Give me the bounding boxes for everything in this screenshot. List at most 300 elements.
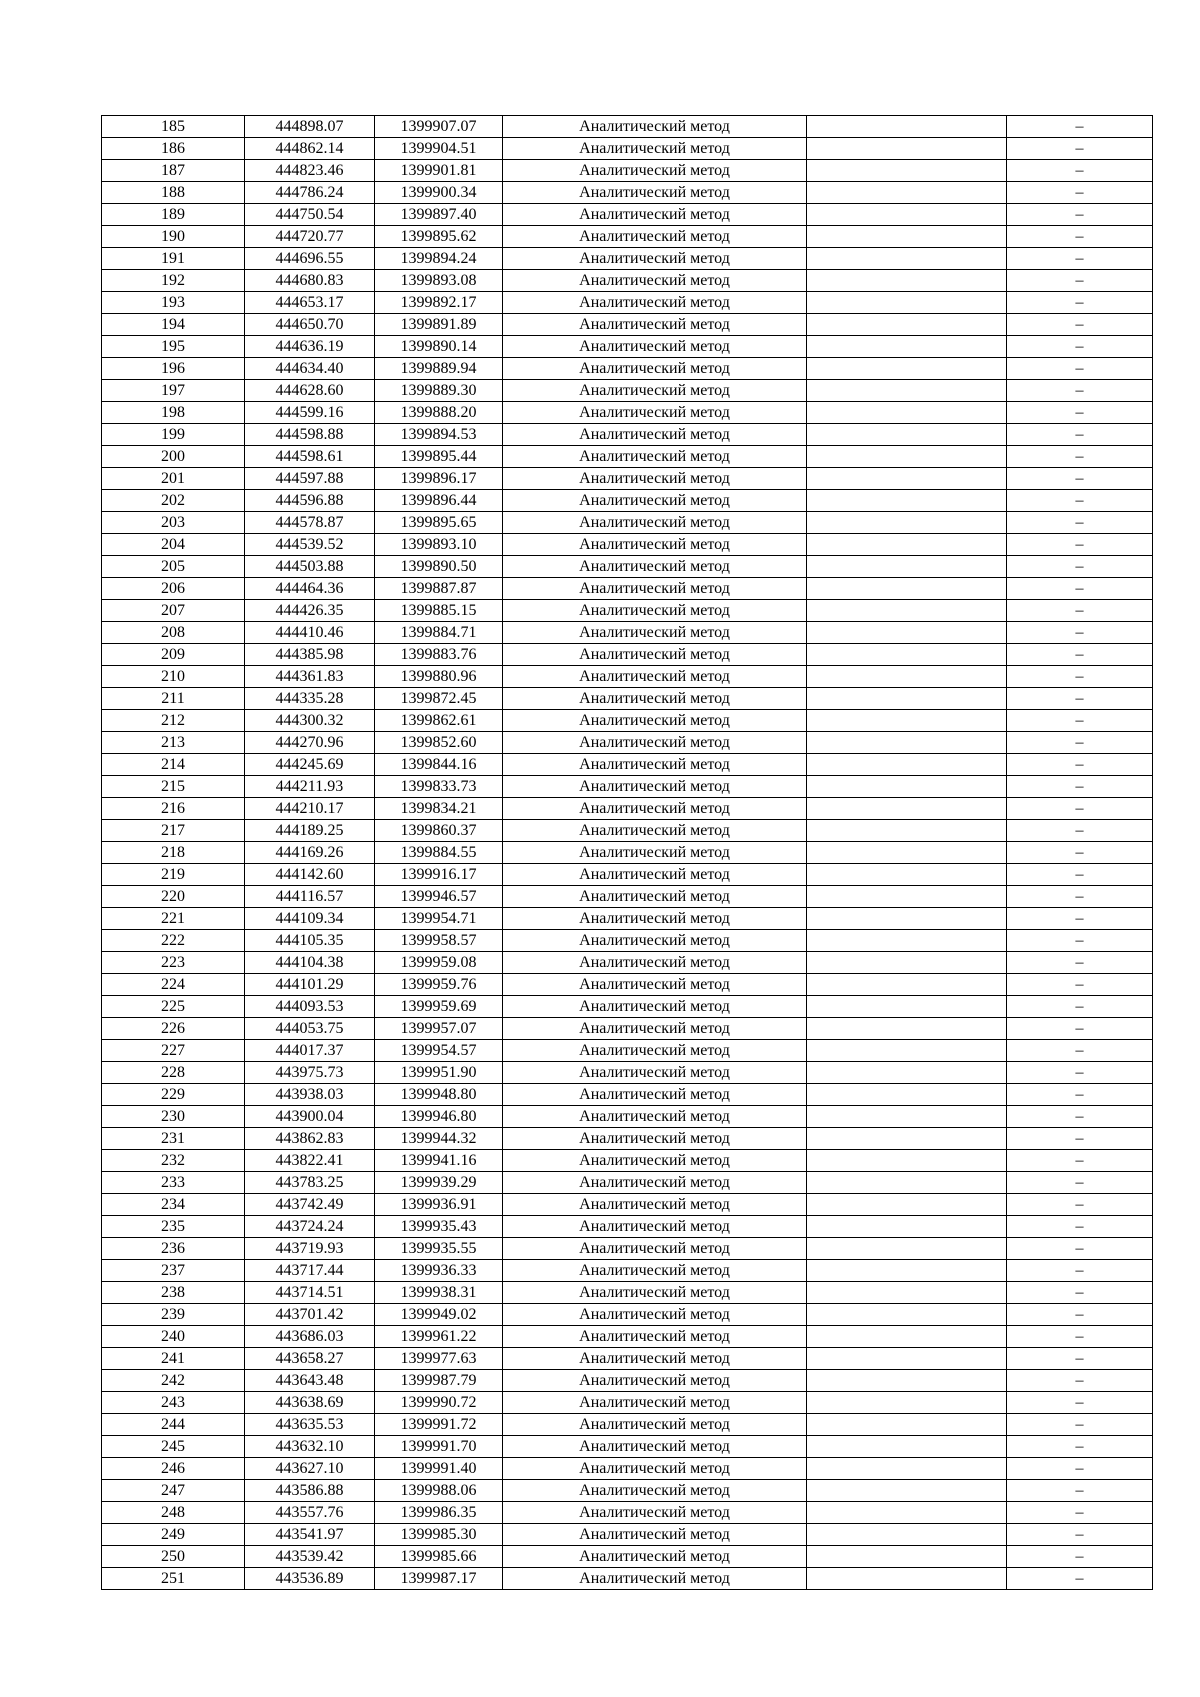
table-row <box>102 1326 1153 1348</box>
empty-cell <box>807 798 1007 820</box>
point-number-cell: 219 <box>102 864 245 886</box>
y-coordinate-cell: 1399889.30 <box>375 380 503 402</box>
point-number-cell: 231 <box>102 1128 245 1150</box>
point-number-cell: 236 <box>102 1238 245 1260</box>
y-coordinate-cell: 1399884.71 <box>375 622 503 644</box>
y-coordinate-cell: 1399959.76 <box>375 974 503 996</box>
table-row <box>102 622 1153 644</box>
method-cell: Аналитический метод <box>503 820 807 842</box>
y-coordinate-cell: 1399888.20 <box>375 402 503 424</box>
method-cell: Аналитический метод <box>503 886 807 908</box>
method-cell: Аналитический метод <box>503 1502 807 1524</box>
empty-cell <box>807 380 1007 402</box>
table-row <box>102 930 1153 952</box>
x-coordinate-cell: 444104.38 <box>245 952 375 974</box>
point-number-cell: 191 <box>102 248 245 270</box>
table-row <box>102 1216 1153 1238</box>
point-number-cell: 199 <box>102 424 245 446</box>
y-coordinate-cell: 1399891.89 <box>375 314 503 336</box>
x-coordinate-cell: 444598.88 <box>245 424 375 446</box>
point-number-cell: 188 <box>102 182 245 204</box>
y-coordinate-cell: 1399991.72 <box>375 1414 503 1436</box>
point-number-cell: 222 <box>102 930 245 952</box>
y-coordinate-cell: 1399901.81 <box>375 160 503 182</box>
y-coordinate-cell: 1399883.76 <box>375 644 503 666</box>
table-row <box>102 1062 1153 1084</box>
y-coordinate-cell: 1399935.43 <box>375 1216 503 1238</box>
method-cell: Аналитический метод <box>503 512 807 534</box>
empty-cell <box>807 1018 1007 1040</box>
x-coordinate-cell: 444361.83 <box>245 666 375 688</box>
empty-cell <box>807 930 1007 952</box>
dash-cell: – <box>1007 622 1153 644</box>
empty-cell <box>807 182 1007 204</box>
dash-cell: – <box>1007 1524 1153 1546</box>
y-coordinate-cell: 1399907.07 <box>375 116 503 138</box>
x-coordinate-cell: 443632.10 <box>245 1436 375 1458</box>
empty-cell <box>807 534 1007 556</box>
table-row <box>102 1128 1153 1150</box>
dash-cell: – <box>1007 292 1153 314</box>
method-cell: Аналитический метод <box>503 1348 807 1370</box>
dash-cell: – <box>1007 1436 1153 1458</box>
point-number-cell: 185 <box>102 116 245 138</box>
table-row <box>102 1238 1153 1260</box>
method-cell: Аналитический метод <box>503 182 807 204</box>
dash-cell: – <box>1007 1238 1153 1260</box>
method-cell: Аналитический метод <box>503 1216 807 1238</box>
point-number-cell: 194 <box>102 314 245 336</box>
x-coordinate-cell: 444093.53 <box>245 996 375 1018</box>
dash-cell: – <box>1007 1348 1153 1370</box>
point-number-cell: 197 <box>102 380 245 402</box>
dash-cell: – <box>1007 1260 1153 1282</box>
method-cell: Аналитический метод <box>503 138 807 160</box>
table-row <box>102 204 1153 226</box>
dash-cell: – <box>1007 446 1153 468</box>
table-row <box>102 578 1153 600</box>
dash-cell: – <box>1007 248 1153 270</box>
point-number-cell: 225 <box>102 996 245 1018</box>
table-row <box>102 974 1153 996</box>
empty-cell <box>807 1458 1007 1480</box>
y-coordinate-cell: 1399939.29 <box>375 1172 503 1194</box>
x-coordinate-cell: 444598.61 <box>245 446 375 468</box>
method-cell: Аналитический метод <box>503 1568 807 1590</box>
dash-cell: – <box>1007 424 1153 446</box>
method-cell: Аналитический метод <box>503 1238 807 1260</box>
x-coordinate-cell: 444385.98 <box>245 644 375 666</box>
x-coordinate-cell: 443724.24 <box>245 1216 375 1238</box>
dash-cell: – <box>1007 182 1153 204</box>
method-cell: Аналитический метод <box>503 336 807 358</box>
dash-cell: – <box>1007 358 1153 380</box>
x-coordinate-cell: 444335.28 <box>245 688 375 710</box>
point-number-cell: 237 <box>102 1260 245 1282</box>
point-number-cell: 214 <box>102 754 245 776</box>
method-cell: Аналитический метод <box>503 754 807 776</box>
method-cell: Аналитический метод <box>503 358 807 380</box>
method-cell: Аналитический метод <box>503 446 807 468</box>
dash-cell: – <box>1007 710 1153 732</box>
x-coordinate-cell: 444599.16 <box>245 402 375 424</box>
table-row <box>102 314 1153 336</box>
dash-cell: – <box>1007 1150 1153 1172</box>
method-cell: Аналитический метод <box>503 1370 807 1392</box>
dash-cell: – <box>1007 578 1153 600</box>
y-coordinate-cell: 1399904.51 <box>375 138 503 160</box>
point-number-cell: 190 <box>102 226 245 248</box>
empty-cell <box>807 424 1007 446</box>
dash-cell: – <box>1007 380 1153 402</box>
dash-cell: – <box>1007 1304 1153 1326</box>
y-coordinate-cell: 1399893.10 <box>375 534 503 556</box>
table-row <box>102 1018 1153 1040</box>
method-cell: Аналитический метод <box>503 1106 807 1128</box>
dash-cell: – <box>1007 314 1153 336</box>
y-coordinate-cell: 1399936.33 <box>375 1260 503 1282</box>
empty-cell <box>807 468 1007 490</box>
dash-cell: – <box>1007 1062 1153 1084</box>
dash-cell: – <box>1007 1018 1153 1040</box>
x-coordinate-cell: 443638.69 <box>245 1392 375 1414</box>
y-coordinate-cell: 1399885.15 <box>375 600 503 622</box>
method-cell: Аналитический метод <box>503 160 807 182</box>
empty-cell <box>807 1194 1007 1216</box>
table-row <box>102 820 1153 842</box>
dash-cell: – <box>1007 798 1153 820</box>
method-cell: Аналитический метод <box>503 226 807 248</box>
x-coordinate-cell: 443938.03 <box>245 1084 375 1106</box>
method-cell: Аналитический метод <box>503 930 807 952</box>
x-coordinate-cell: 444680.83 <box>245 270 375 292</box>
method-cell: Аналитический метод <box>503 952 807 974</box>
y-coordinate-cell: 1399892.17 <box>375 292 503 314</box>
empty-cell <box>807 1370 1007 1392</box>
empty-cell <box>807 446 1007 468</box>
y-coordinate-cell: 1399844.16 <box>375 754 503 776</box>
table-row <box>102 534 1153 556</box>
point-number-cell: 250 <box>102 1546 245 1568</box>
x-coordinate-cell: 444696.55 <box>245 248 375 270</box>
empty-cell <box>807 732 1007 754</box>
point-number-cell: 217 <box>102 820 245 842</box>
x-coordinate-cell: 444628.60 <box>245 380 375 402</box>
dash-cell: – <box>1007 1172 1153 1194</box>
table-row <box>102 1524 1153 1546</box>
y-coordinate-cell: 1399957.07 <box>375 1018 503 1040</box>
x-coordinate-cell: 444578.87 <box>245 512 375 534</box>
method-cell: Аналитический метод <box>503 974 807 996</box>
method-cell: Аналитический метод <box>503 248 807 270</box>
point-number-cell: 192 <box>102 270 245 292</box>
x-coordinate-cell: 443586.88 <box>245 1480 375 1502</box>
x-coordinate-cell: 444410.46 <box>245 622 375 644</box>
dash-cell: – <box>1007 402 1153 424</box>
empty-cell <box>807 974 1007 996</box>
empty-cell <box>807 1260 1007 1282</box>
method-cell: Аналитический метод <box>503 1282 807 1304</box>
y-coordinate-cell: 1399895.62 <box>375 226 503 248</box>
table-row <box>102 798 1153 820</box>
point-number-cell: 221 <box>102 908 245 930</box>
table-row <box>102 1106 1153 1128</box>
method-cell: Аналитический метод <box>503 666 807 688</box>
point-number-cell: 204 <box>102 534 245 556</box>
x-coordinate-cell: 444786.24 <box>245 182 375 204</box>
x-coordinate-cell: 444270.96 <box>245 732 375 754</box>
dash-cell: – <box>1007 600 1153 622</box>
empty-cell <box>807 1436 1007 1458</box>
y-coordinate-cell: 1399951.90 <box>375 1062 503 1084</box>
x-coordinate-cell: 444142.60 <box>245 864 375 886</box>
dash-cell: – <box>1007 1546 1153 1568</box>
method-cell: Аналитический метод <box>503 688 807 710</box>
point-number-cell: 249 <box>102 1524 245 1546</box>
dash-cell: – <box>1007 1282 1153 1304</box>
table-row <box>102 710 1153 732</box>
method-cell: Аналитический метод <box>503 1546 807 1568</box>
point-number-cell: 208 <box>102 622 245 644</box>
table-row <box>102 490 1153 512</box>
point-number-cell: 233 <box>102 1172 245 1194</box>
method-cell: Аналитический метод <box>503 710 807 732</box>
empty-cell <box>807 1348 1007 1370</box>
method-cell: Аналитический метод <box>503 1018 807 1040</box>
table-row <box>102 1458 1153 1480</box>
empty-cell <box>807 314 1007 336</box>
dash-cell: – <box>1007 336 1153 358</box>
table-row <box>102 1502 1153 1524</box>
empty-cell <box>807 710 1007 732</box>
x-coordinate-cell: 444596.88 <box>245 490 375 512</box>
point-number-cell: 187 <box>102 160 245 182</box>
point-number-cell: 243 <box>102 1392 245 1414</box>
method-cell: Аналитический метод <box>503 424 807 446</box>
x-coordinate-cell: 444464.36 <box>245 578 375 600</box>
empty-cell <box>807 666 1007 688</box>
point-number-cell: 200 <box>102 446 245 468</box>
dash-cell: – <box>1007 1480 1153 1502</box>
x-coordinate-cell: 443541.97 <box>245 1524 375 1546</box>
x-coordinate-cell: 444017.37 <box>245 1040 375 1062</box>
point-number-cell: 245 <box>102 1436 245 1458</box>
dash-cell: – <box>1007 930 1153 952</box>
y-coordinate-cell: 1399852.60 <box>375 732 503 754</box>
empty-cell <box>807 842 1007 864</box>
method-cell: Аналитический метод <box>503 490 807 512</box>
y-coordinate-cell: 1399895.65 <box>375 512 503 534</box>
y-coordinate-cell: 1399959.08 <box>375 952 503 974</box>
dash-cell: – <box>1007 490 1153 512</box>
empty-cell <box>807 1106 1007 1128</box>
table-row <box>102 776 1153 798</box>
x-coordinate-cell: 444211.93 <box>245 776 375 798</box>
y-coordinate-cell: 1399935.55 <box>375 1238 503 1260</box>
table-row <box>102 292 1153 314</box>
table-row <box>102 226 1153 248</box>
dash-cell: – <box>1007 1392 1153 1414</box>
table-row <box>102 556 1153 578</box>
dash-cell: – <box>1007 1106 1153 1128</box>
dash-cell: – <box>1007 644 1153 666</box>
y-coordinate-cell: 1399896.44 <box>375 490 503 512</box>
dash-cell: – <box>1007 160 1153 182</box>
empty-cell <box>807 116 1007 138</box>
dash-cell: – <box>1007 754 1153 776</box>
y-coordinate-cell: 1399991.40 <box>375 1458 503 1480</box>
y-coordinate-cell: 1399958.57 <box>375 930 503 952</box>
method-cell: Аналитический метод <box>503 1304 807 1326</box>
table-row <box>102 424 1153 446</box>
x-coordinate-cell: 444169.26 <box>245 842 375 864</box>
point-number-cell: 238 <box>102 1282 245 1304</box>
x-coordinate-cell: 444539.52 <box>245 534 375 556</box>
dash-cell: – <box>1007 270 1153 292</box>
x-coordinate-cell: 444862.14 <box>245 138 375 160</box>
point-number-cell: 227 <box>102 1040 245 1062</box>
x-coordinate-cell: 443627.10 <box>245 1458 375 1480</box>
table-body <box>102 116 1153 1590</box>
empty-cell <box>807 600 1007 622</box>
table-row <box>102 270 1153 292</box>
dash-cell: – <box>1007 1414 1153 1436</box>
table-row <box>102 1172 1153 1194</box>
x-coordinate-cell: 444503.88 <box>245 556 375 578</box>
point-number-cell: 201 <box>102 468 245 490</box>
table-row <box>102 380 1153 402</box>
table-row <box>102 886 1153 908</box>
dash-cell: – <box>1007 1458 1153 1480</box>
empty-cell <box>807 1062 1007 1084</box>
method-cell: Аналитический метод <box>503 292 807 314</box>
point-number-cell: 193 <box>102 292 245 314</box>
x-coordinate-cell: 444245.69 <box>245 754 375 776</box>
empty-cell <box>807 402 1007 424</box>
x-coordinate-cell: 443536.89 <box>245 1568 375 1590</box>
table-row <box>102 402 1153 424</box>
y-coordinate-cell: 1399948.80 <box>375 1084 503 1106</box>
y-coordinate-cell: 1399990.72 <box>375 1392 503 1414</box>
method-cell: Аналитический метод <box>503 1392 807 1414</box>
point-number-cell: 240 <box>102 1326 245 1348</box>
dash-cell: – <box>1007 468 1153 490</box>
x-coordinate-cell: 444426.35 <box>245 600 375 622</box>
empty-cell <box>807 996 1007 1018</box>
point-number-cell: 196 <box>102 358 245 380</box>
y-coordinate-cell: 1399900.34 <box>375 182 503 204</box>
table-row <box>102 864 1153 886</box>
x-coordinate-cell: 444636.19 <box>245 336 375 358</box>
empty-cell <box>807 512 1007 534</box>
point-number-cell: 207 <box>102 600 245 622</box>
dash-cell: – <box>1007 688 1153 710</box>
x-coordinate-cell: 444634.40 <box>245 358 375 380</box>
dash-cell: – <box>1007 996 1153 1018</box>
table-row <box>102 754 1153 776</box>
dash-cell: – <box>1007 204 1153 226</box>
x-coordinate-cell: 444650.70 <box>245 314 375 336</box>
y-coordinate-cell: 1399949.02 <box>375 1304 503 1326</box>
empty-cell <box>807 160 1007 182</box>
dash-cell: – <box>1007 512 1153 534</box>
table-row <box>102 842 1153 864</box>
table-row <box>102 1480 1153 1502</box>
y-coordinate-cell: 1399860.37 <box>375 820 503 842</box>
table-row <box>102 688 1153 710</box>
dash-cell: – <box>1007 1194 1153 1216</box>
dash-cell: – <box>1007 138 1153 160</box>
method-cell: Аналитический метод <box>503 204 807 226</box>
table-row <box>102 138 1153 160</box>
point-number-cell: 223 <box>102 952 245 974</box>
table-row <box>102 248 1153 270</box>
x-coordinate-cell: 443539.42 <box>245 1546 375 1568</box>
point-number-cell: 215 <box>102 776 245 798</box>
table-row <box>102 1436 1153 1458</box>
y-coordinate-cell: 1399895.44 <box>375 446 503 468</box>
y-coordinate-cell: 1399987.79 <box>375 1370 503 1392</box>
y-coordinate-cell: 1399889.94 <box>375 358 503 380</box>
table-row <box>102 358 1153 380</box>
empty-cell <box>807 578 1007 600</box>
table-row <box>102 512 1153 534</box>
table-row <box>102 160 1153 182</box>
table-row <box>102 644 1153 666</box>
dash-cell: – <box>1007 908 1153 930</box>
empty-cell <box>807 754 1007 776</box>
point-number-cell: 235 <box>102 1216 245 1238</box>
empty-cell <box>807 270 1007 292</box>
x-coordinate-cell: 443783.25 <box>245 1172 375 1194</box>
point-number-cell: 246 <box>102 1458 245 1480</box>
dash-cell: – <box>1007 776 1153 798</box>
dash-cell: – <box>1007 1502 1153 1524</box>
method-cell: Аналитический метод <box>503 644 807 666</box>
x-coordinate-cell: 444101.29 <box>245 974 375 996</box>
point-number-cell: 216 <box>102 798 245 820</box>
table-row <box>102 1414 1153 1436</box>
x-coordinate-cell: 443862.83 <box>245 1128 375 1150</box>
empty-cell <box>807 1150 1007 1172</box>
empty-cell <box>807 688 1007 710</box>
dash-cell: – <box>1007 1216 1153 1238</box>
method-cell: Аналитический метод <box>503 380 807 402</box>
method-cell: Аналитический метод <box>503 534 807 556</box>
dash-cell: – <box>1007 1084 1153 1106</box>
empty-cell <box>807 358 1007 380</box>
x-coordinate-cell: 444109.34 <box>245 908 375 930</box>
table-row <box>102 1040 1153 1062</box>
method-cell: Аналитический метод <box>503 1084 807 1106</box>
empty-cell <box>807 1084 1007 1106</box>
y-coordinate-cell: 1399936.91 <box>375 1194 503 1216</box>
method-cell: Аналитический метод <box>503 622 807 644</box>
empty-cell <box>807 1128 1007 1150</box>
method-cell: Аналитический метод <box>503 1524 807 1546</box>
x-coordinate-cell: 443719.93 <box>245 1238 375 1260</box>
x-coordinate-cell: 444720.77 <box>245 226 375 248</box>
point-number-cell: 189 <box>102 204 245 226</box>
method-cell: Аналитический метод <box>503 1480 807 1502</box>
empty-cell <box>807 864 1007 886</box>
x-coordinate-cell: 444823.46 <box>245 160 375 182</box>
y-coordinate-cell: 1399834.21 <box>375 798 503 820</box>
empty-cell <box>807 1524 1007 1546</box>
dash-cell: – <box>1007 732 1153 754</box>
dash-cell: – <box>1007 886 1153 908</box>
y-coordinate-cell: 1399893.08 <box>375 270 503 292</box>
